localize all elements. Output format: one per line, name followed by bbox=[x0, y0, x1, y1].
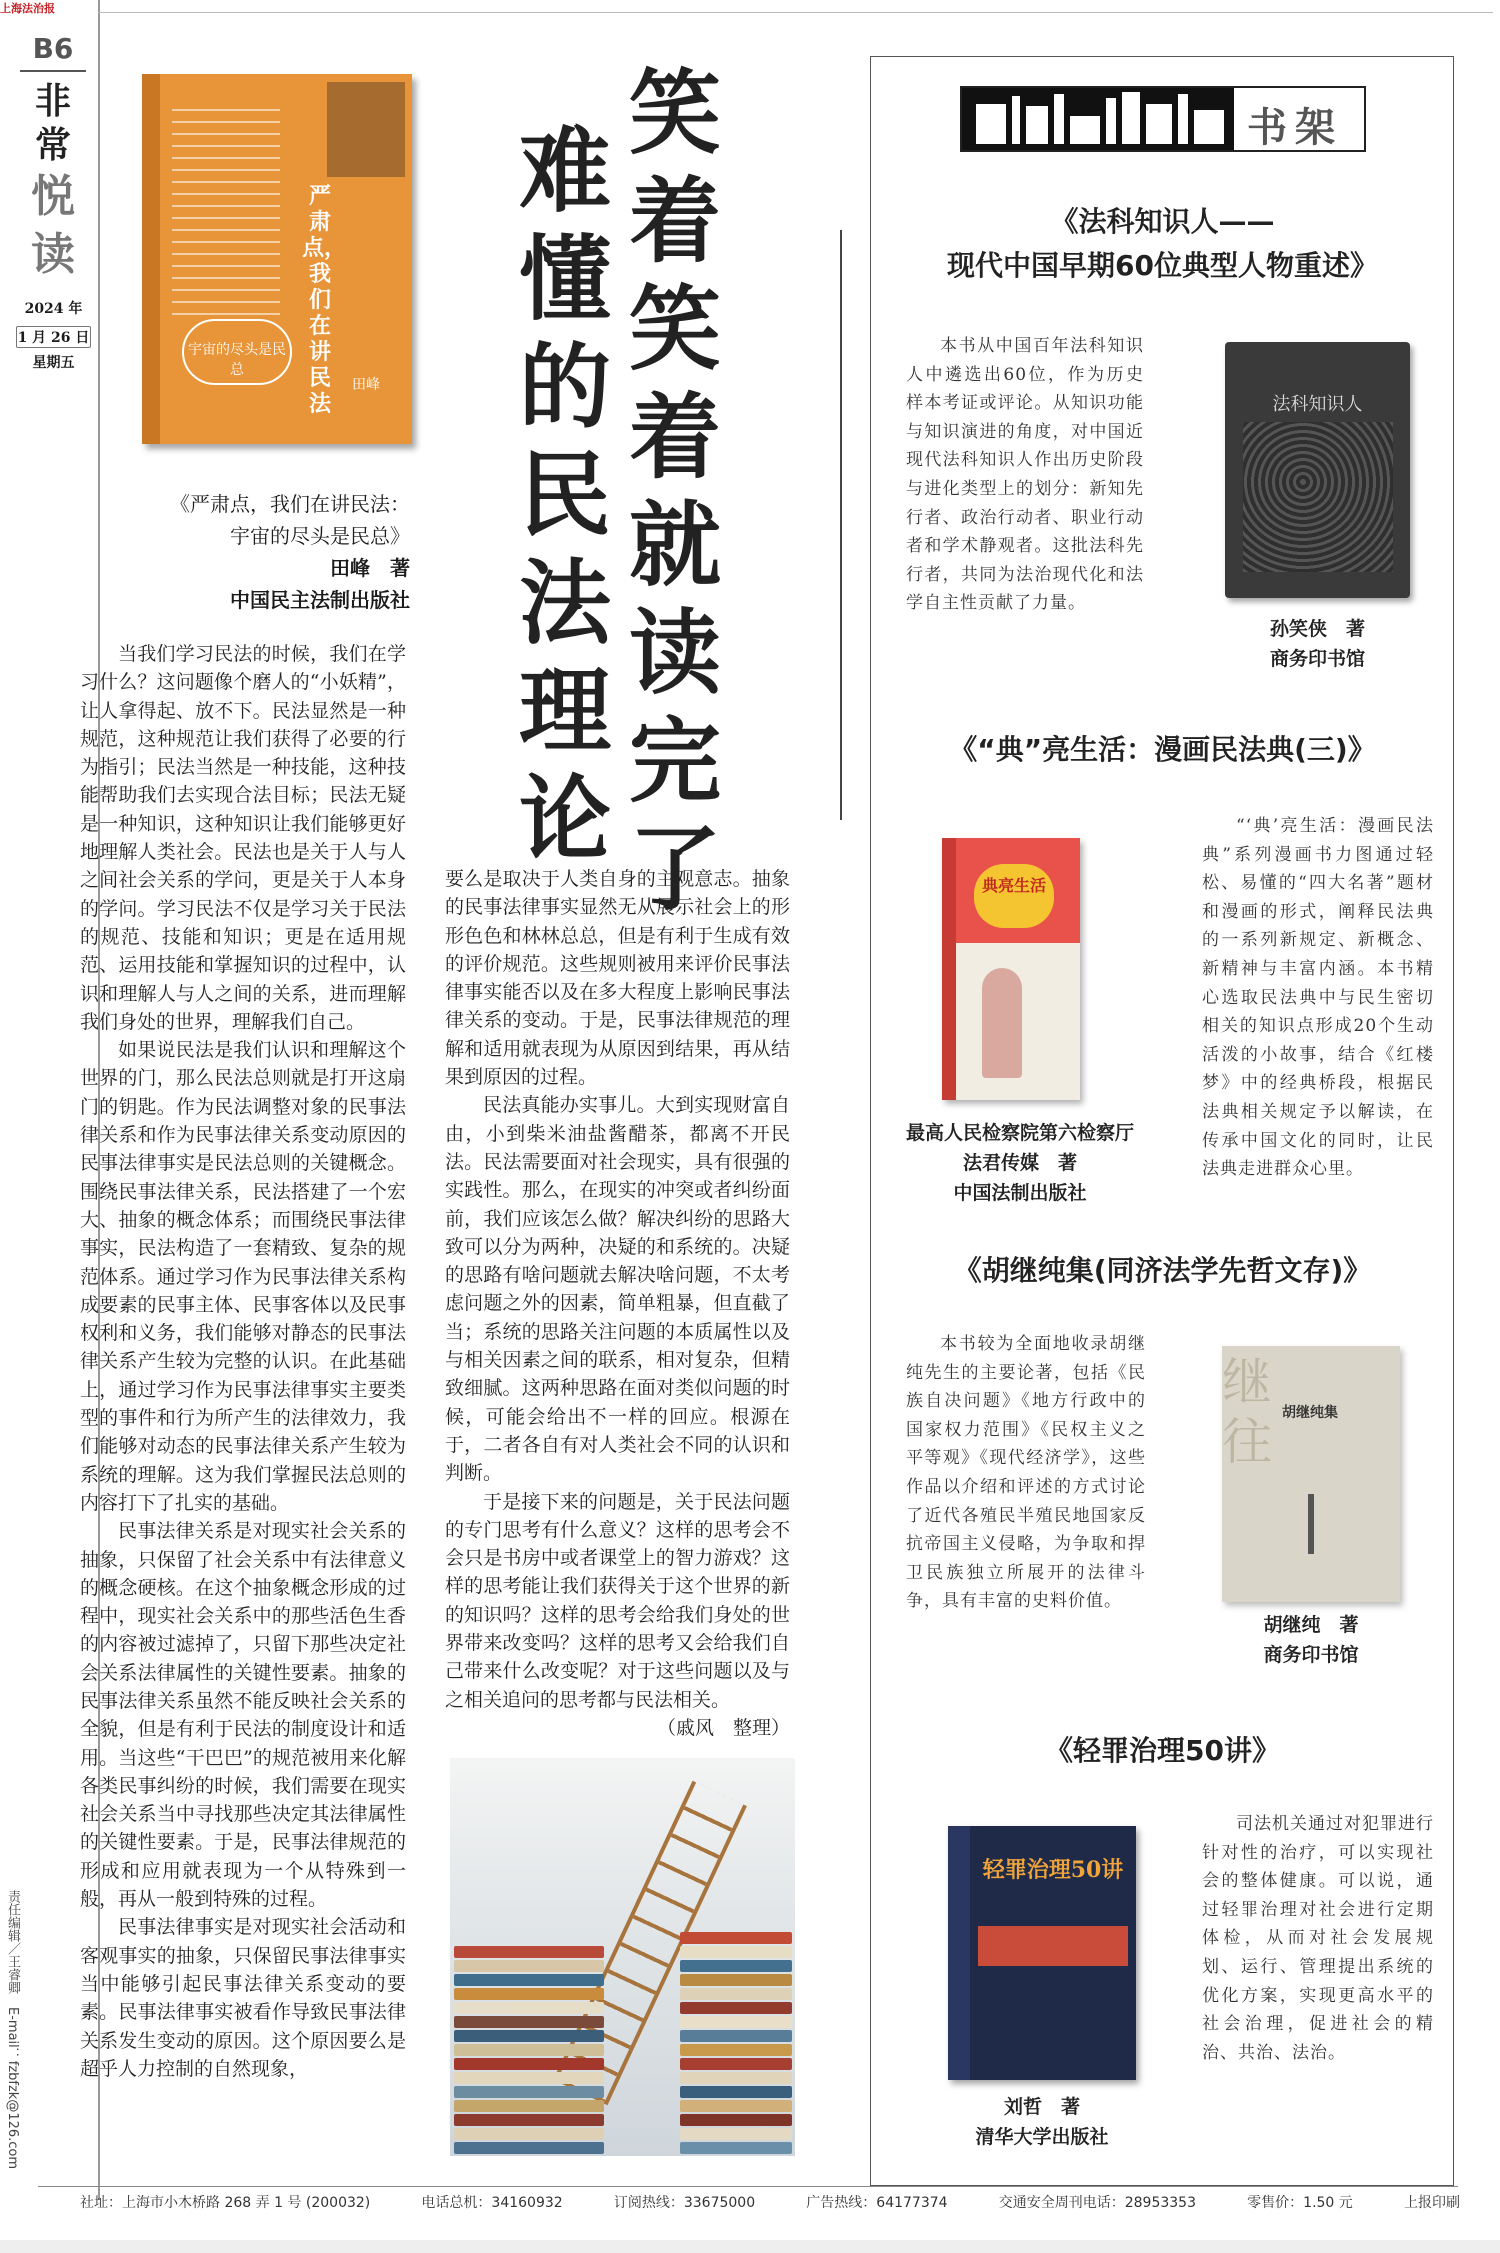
book-2-cover-title: 典亮生活 bbox=[974, 864, 1054, 928]
book-4-cover-title: 轻罪治理50讲 bbox=[982, 1857, 1124, 1883]
bookshelf-banner-graphic bbox=[962, 88, 1234, 150]
book-3-description: 本书较为全面地收录胡继纯先生的主要论著，包括《民族自决问题》《地方行政中的国家权力范围》《民权主义之平等观》《现代经济学》，这些作品以介绍和评述的方式讨论了近代各殖民半殖民地国家反抗帝国主义侵略，为争取和捍卫民族独立所展开的法律斗争，具有丰富的史料价值。 bbox=[906, 1334, 1146, 1612]
column-divider bbox=[840, 230, 842, 820]
cover-toc-lines bbox=[172, 109, 280, 325]
featured-book-author: 田峰 著 bbox=[330, 556, 410, 580]
book-1-title bbox=[890, 200, 1435, 288]
article-paragraph: 民事法律事实是对现实社会活动和客观事实的抽象，只保留民事法律事实当中能够引起民事法律关系变动的要素。民事法律事实被看作导致民事法律关系发生变动的原因。这个原因要么是超乎人力控制的自然现象， bbox=[80, 1916, 406, 2080]
book-3-cover-emblem bbox=[1308, 1494, 1314, 1554]
book-3-cover bbox=[1222, 1346, 1400, 1602]
book-2-description: “‘典’亮生活：漫画民法典”系列漫画书力图通过轻松、易懂的“四大名著”题材和漫画的形式，阐释民法典的一系列新规定、新概念、新精神与丰富内涵。本书精心选取民法典中与民生密切相关的知识点形成20个生动活泼的小故事，结合《红楼梦》中的经典桥段，根据民法典相关规定予以解读，在传承中国文化的同时，让民法典走进群众心里。 bbox=[1202, 816, 1434, 1180]
featured-book-title-line2: 宇宙的尽头是民总》 bbox=[230, 524, 410, 548]
footer-price: 零售价：1.50 元 bbox=[1247, 2195, 1353, 2211]
page-number: B6 bbox=[32, 32, 74, 65]
book-4-description: 司法机关通过对犯罪进行针对性的治疗，可以实现社会的整体健康。可以说，通过轻罪治理对社会进行定期体检，从而对社会发展规划、运行、管理提出系统的优化方案，实现更高水平的社会治理，促进社会的精治、共治、法治。 bbox=[1202, 1814, 1434, 2063]
book-3-cover-title: 胡继纯集 bbox=[1282, 1405, 1338, 1421]
article-paragraph: 要么是取决于人类自身的主观意志。抽象的民事法律事实显然无从展示社会上的形形色色和林林总总，但是有利于生成有效的评价规范。这些规则被用来评价民事法律事实能否以及在多大程度上影响民事法律关系的变动。于是，民事法律规范的理解和适用就表现为从原因到结果，再从结果到原因的过程。 bbox=[445, 868, 790, 1089]
book-1-title-line1: 《法科知识人—— bbox=[1050, 205, 1275, 238]
book-2-cover-figure bbox=[982, 968, 1022, 1078]
book-3-cover-calligraphy: 继 往 bbox=[1222, 1353, 1272, 1471]
footer-subscribe: 订阅热线：33675000 bbox=[613, 2195, 756, 2211]
book-4-cover bbox=[948, 1826, 1136, 2080]
book-stack-left bbox=[454, 1946, 604, 2156]
book-1-cover-pattern bbox=[1243, 422, 1393, 572]
book-2-publisher: 中国法制出版社 bbox=[953, 1182, 1087, 1204]
featured-book-cover bbox=[142, 74, 412, 444]
date-day: 1 月 26 日 bbox=[16, 326, 91, 348]
book-4-title: 《轻罪治理50讲》 bbox=[1045, 1734, 1280, 1767]
featured-book-publisher: 中国民主法制出版社 bbox=[230, 588, 410, 612]
book-2-cover bbox=[942, 838, 1080, 1100]
book-2-title: 《“典”亮生活：漫画民法典(三)》 bbox=[949, 733, 1376, 766]
newspaper-masthead: 上海法治报 bbox=[0, 2, 55, 15]
book-3-title: 《胡继纯集(同济法学先哲文存)》 bbox=[953, 1254, 1372, 1287]
book-1-cover bbox=[1225, 342, 1410, 598]
article-paragraph: 民法真能办实事儿。大到实现财富自由，小到柴米油盐酱醋茶，都离不开民法。民法需要面对社会现实，具有很强的实践性。那么，在现实的冲突或者纠纷面前，我们应该怎么做？解决纠纷的思路大致可以分为两种，决疑的和系统的。决疑的思路有啥问题就去解决啥问题，不太考虑问题之外的因素，简单粗暴，但直截了当；系统的思路关注问题的本质属性以及与相关因素之间的联系，相对复杂，但精致细腻。这两种思路在面对类似问题的时候，可能会给出不一样的回应。根源在于，二者各自有对人类社会不同的认识和判断。 bbox=[445, 1094, 790, 1485]
article-paragraph: 民事法律关系是对现实社会关系的抽象，只保留了社会关系中有法律意义的概念硬核。在这个抽象概念形成的过程中，现实社会关系中的那些活色生香的内容被过滤掉了，只留下那些决定社会关系法律属性的关键性要素。抽象的民事法律关系虽然不能反映社会关系的全貌，但是有利于民法的制度设计和适用。当这些“干巴巴”的规范被用来化解各类民事纠纷的时候，我们需要在现实社会关系当中寻找那些决定其法律属性的关键性要素。于是，民事法律规范的形成和应用就表现为一个从特殊到一般，再从一般到特殊的过程。 bbox=[80, 1520, 406, 1911]
footer-printer: 上报印刷 bbox=[1403, 2195, 1460, 2211]
cover-spine bbox=[142, 74, 160, 444]
book-3-caption bbox=[1222, 1610, 1400, 1670]
book-3-publisher: 商务印书馆 bbox=[1263, 1644, 1359, 1666]
featured-book-title-line1: 《严肃点，我们在讲民法： bbox=[170, 492, 410, 516]
book-2-cover-spine bbox=[942, 838, 956, 1100]
book-stacks-illustration bbox=[450, 1758, 795, 2156]
date-weekday: 星期五 bbox=[32, 355, 75, 371]
featured-book-caption bbox=[120, 488, 410, 616]
editor-credit: 责任编辑／王睿卿 E-mail：fzbfzk@126.com bbox=[5, 1890, 20, 2170]
article-paragraph: 当我们学习民法的时候，我们在学习什么？这问题像个磨人的“小妖精”，让人拿得起、放不下。民法显然是一种规范，这种规范让我们获得了必要的行为指引；民法当然是一种技能，这种技能帮助我们去实现合法目标；民法无疑是一种知识，这种知识让我们能够更好地理解人类社会。民法也是关于人与人之间社会关系的学问，更是关于人本身的学问。学习民法不仅是学习关于民法的规范、技能和知识；更是在适用规范、运用技能和掌握知识的过程中，认识和理解人与人之间的关系，进而理解我们身处的世界，理解我们自己。 bbox=[80, 643, 406, 1033]
book-stack-right bbox=[680, 1932, 792, 2156]
cover-subtitle: 宇宙的尽头是民总 bbox=[182, 319, 292, 385]
book-4-author: 刘哲 著 bbox=[1003, 2096, 1080, 2118]
section-title-line1: 非常 bbox=[34, 81, 71, 166]
book-1-author: 孙笑侠 著 bbox=[1269, 618, 1365, 640]
cover-author: 田峰 bbox=[352, 377, 380, 393]
book-2-caption bbox=[905, 1118, 1135, 1208]
article-column-2 bbox=[445, 865, 790, 1742]
book-2-author: 法君传媒 著 bbox=[962, 1152, 1077, 1174]
book-4-publisher: 清华大学出版社 bbox=[975, 2126, 1109, 2148]
article-paragraph: 如果说民法是我们认识和理解这个世界的门，那么民法总则就是打开这扇门的钥匙。作为民法调整对象的民事法律关系和作为民事法律关系变动原因的民事法律事实是民法总则的关键概念。围绕民事法律关系，民法搭建了一个宏大、抽象的概念体系；而围绕民事法律事实，民法构造了一套精致、复杂的规范体系。通过学习作为民事法律关系构成要素的民事主体、民事客体以及民事权利和义务，我们能够对静态的民事法律关系产生较为完整的认识。在此基础上，通过学习作为民事法律事实主要类型的事件和行为所产生的法律效力，我们能够对动态的民事法律关系产生较为系统的理解。这为我们掌握民法总则的内容打下了扎实的基础。 bbox=[80, 1039, 406, 1514]
footer-ads: 广告热线：64177374 bbox=[806, 2195, 948, 2211]
book-4-cover-band bbox=[978, 1926, 1128, 1966]
headline-line1: 笑着笑着就读完了 bbox=[628, 60, 721, 923]
headline-line2: 难懂的民法理论 bbox=[518, 118, 611, 873]
book-3-author: 胡继纯 著 bbox=[1263, 1614, 1359, 1636]
footer-address: 社址：上海市小木桥路 268 弄 1 号 (200032) bbox=[80, 2195, 371, 2211]
bottom-band bbox=[0, 2240, 1500, 2253]
book-4-cover-spine bbox=[948, 1826, 970, 2080]
section-title-line2: 悦读 bbox=[31, 171, 75, 280]
article-credit: （戚风 整理） bbox=[656, 1716, 790, 1739]
cover-illustration bbox=[327, 82, 405, 177]
bookshelf-label: 书架 bbox=[1247, 105, 1343, 151]
article-column-1 bbox=[80, 640, 406, 2083]
footer-rule bbox=[38, 2186, 1458, 2187]
book-1-title-line2: 现代中国早期60位典型人物重述》 bbox=[947, 249, 1378, 282]
book-1-cover-title: 法科知识人 bbox=[1272, 394, 1363, 415]
book-2-author-org: 最高人民检察院第六检察厅 bbox=[905, 1122, 1134, 1144]
footer-traffic: 交通安全周刊电话：28953353 bbox=[998, 2195, 1196, 2211]
page-frame-top bbox=[98, 12, 1493, 13]
book-4-caption bbox=[948, 2092, 1136, 2152]
book-1-publisher: 商务印书馆 bbox=[1269, 648, 1365, 670]
article-paragraph: 于是接下来的问题是，关于民法问题的专门思考有什么意义？这样的思考会不会只是书房中或者课堂上的智力游戏？这样的思考能让我们获得关于这个世界的新的知识吗？这样的思考会给我们身处的世界带来改变吗？这样的思考又会给我们自己带来什么改变呢？对于这些问题以及与之相关追问的思考都与民法相关。 bbox=[445, 1490, 790, 1711]
page-number-rule bbox=[20, 70, 86, 72]
bookshelf-banner bbox=[960, 86, 1366, 152]
cover-title: 严肃点，我们在讲民法 bbox=[302, 184, 347, 417]
date-year: 2024 年 bbox=[24, 301, 83, 317]
footer-phone: 电话总机：34160932 bbox=[421, 2195, 563, 2211]
book-1-description: 本书从中国百年法科知识人中遴选出60位，作为历史样本考证或评论。从知识功能与知识演进的角度，对中国近现代法科知识人作出历史阶段与进化类型上的划分：新知先行者、政治行动者、职业行动者和学术静观者。这批法科先行者，共同为法治现代化和法学自主性贡献了力量。 bbox=[906, 336, 1144, 614]
footer bbox=[80, 2192, 1460, 2220]
book-1-caption bbox=[1225, 614, 1410, 674]
